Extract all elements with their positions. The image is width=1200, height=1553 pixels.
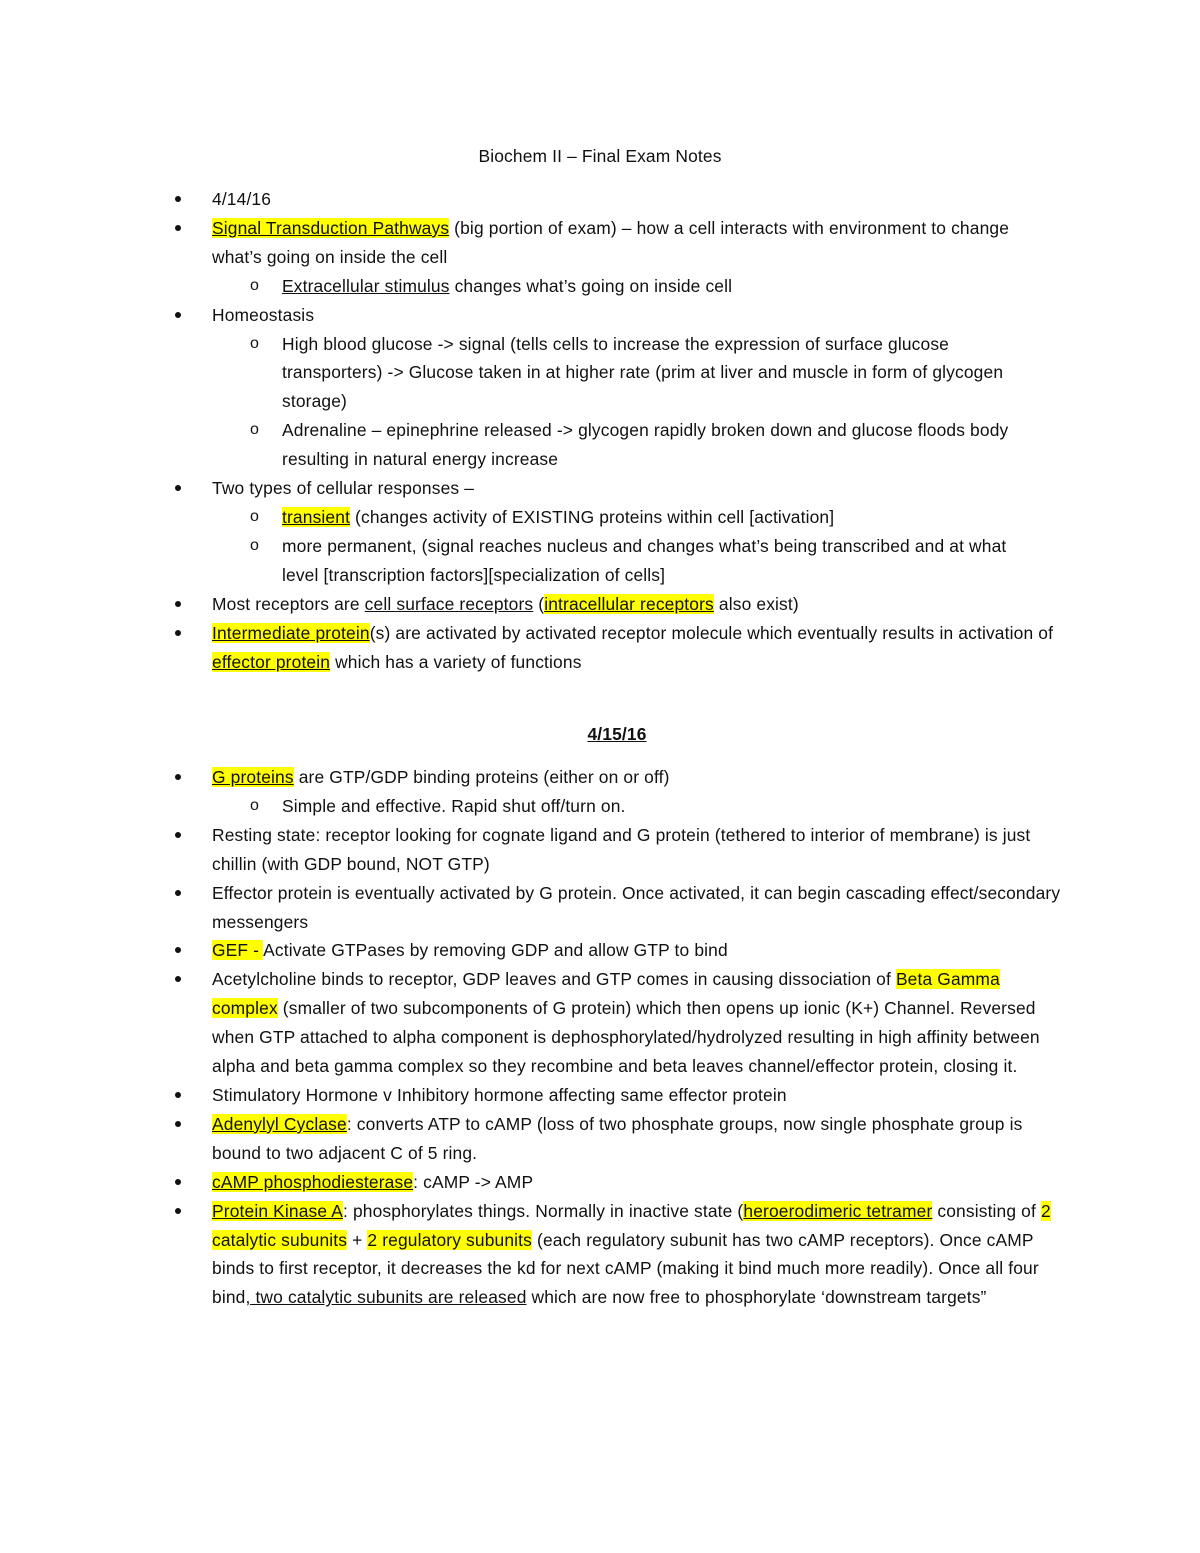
note-text: Most receptors are [212, 593, 365, 614]
highlighted-term: Protein Kinase A [212, 1200, 343, 1221]
underlined-term: Extracellular stimulus [282, 275, 450, 296]
highlighted-term: GEF - [212, 940, 264, 961]
list-item [0, 821, 1062, 879]
note-text: changes what’s going on inside cell [449, 275, 733, 296]
note-text: ( [533, 593, 545, 614]
highlighted-term: Intermediate protein [212, 622, 370, 643]
list-item [0, 936, 1062, 965]
section-date-heading: 4/15/16 [587, 724, 647, 744]
note-text: are GTP/GDP binding proteins (either on or off) [293, 767, 670, 787]
note-text: (smaller of two subcomponents of G protein) which then opens up ionic (K+) Channel. Reversed when GTP attached to alpha component is dephosphorylated/hydrolyzed resulting in high affinity between alpha and beta gamma complex so they recombine and beta leaves channel/effector protein, closing it. [212, 998, 1040, 1077]
highlighted-term: effector protein [212, 651, 331, 672]
list-item [0, 214, 1062, 272]
note-text: Activate GTPases by removing GDP and allow GTP to bind [263, 940, 728, 961]
note-text: (s) are activated by activated receptor molecule which eventually results in activation of [369, 622, 1054, 643]
list-item [0, 590, 1062, 619]
sub-list-item [0, 503, 1042, 532]
list-item [0, 1081, 1062, 1110]
list-item [0, 965, 1062, 1081]
highlighted-term: 2 catalytic subunits [212, 1200, 1051, 1250]
note-text: which has a variety of functions [330, 651, 582, 672]
note-text: : converts ATP to cAMP (loss of two phosphate groups, now single phosphate group is bound to two adjacent C of 5 ring. [212, 1113, 1023, 1163]
list-item [0, 1110, 1062, 1168]
list-item [0, 474, 1062, 503]
underlined-term: cell surface receptors [364, 593, 534, 614]
highlighted-term: Adenylyl Cyclase [212, 1113, 347, 1134]
note-text: Homeostasis [212, 304, 315, 325]
list-item [0, 301, 1062, 330]
notes-list-1 [0, 185, 1200, 676]
list-item [0, 619, 1062, 677]
highlighted-term: transient [282, 506, 351, 527]
note-text: (changes activity of EXISTING proteins within cell [activation] [350, 506, 835, 527]
notes-list-2 [0, 763, 1200, 1312]
date-text: 4/14/16 [212, 189, 272, 209]
note-text: more permanent, (signal reaches nucleus and changes what’s being transcribed and at what level [transcription factors][specialization of cells] [282, 535, 1007, 585]
list-item [0, 763, 1062, 792]
highlighted-term: heroerodimeric tetramer [743, 1200, 933, 1221]
list-item [0, 879, 1062, 937]
sub-list-item [0, 416, 1042, 474]
list-item [0, 1168, 1062, 1197]
list-item [0, 185, 1062, 214]
highlighted-term: G proteins [212, 767, 294, 787]
page-title: Biochem II – Final Exam Notes [478, 146, 722, 166]
note-text: Effector protein is eventually activated by G protein. Once activated, it can begin cascading effect/secondary messengers [212, 882, 1061, 932]
sub-list-item [0, 532, 1042, 590]
note-text: Stimulatory Hormone v Inhibitory hormone affecting same effector protein [212, 1084, 787, 1105]
highlighted-term: Signal Transduction Pathways [212, 217, 450, 238]
highlighted-term: intracellular receptors [544, 593, 714, 614]
note-text: Resting state: receptor looking for cognate ligand and G protein (tethered to interior of membrane) is just chillin (with GDP bound, NOT GTP) [212, 824, 1031, 874]
note-text: consisting of [932, 1200, 1041, 1221]
note-text: which are now free to phosphorylate ‘downstream targets” [526, 1287, 987, 1308]
note-text: (each regulatory subunit has two cAMP receptors). Once cAMP binds to first receptor, it decreases the kd for next cAMP (making it bind much more readily). Once all four bind [212, 1229, 1039, 1308]
note-text: Simple and effective. Rapid shut off/turn on. [282, 795, 626, 816]
note-text: High blood glucose -> signal (tells cells to increase the expression of surface glucose transporters) -> Glucose taken in at higher rate (prim at liver and muscle in form of glycogen storage) [282, 333, 1004, 412]
sub-list-item [0, 330, 1042, 417]
sub-list-item [0, 792, 1042, 821]
highlighted-term: 2 regulatory subunits [367, 1229, 533, 1250]
note-text: : phosphorylates things. Normally in inactive state ( [342, 1200, 744, 1221]
note-text: Two types of cellular responses – [212, 478, 475, 499]
highlighted-term: Beta Gamma complex [212, 969, 1000, 1019]
sub-list-item [0, 272, 1042, 301]
highlighted-term: cAMP phosphodiesterase [212, 1171, 414, 1192]
note-text: also exist) [713, 593, 799, 614]
note-text: + [347, 1229, 368, 1250]
note-text: : cAMP -> AMP [413, 1171, 534, 1192]
underlined-term: , two catalytic subunits are released [245, 1287, 527, 1308]
note-text: Adrenaline – epinephrine released -> glycogen rapidly broken down and glucose floods body resulting in natural energy increase [282, 420, 1009, 470]
note-text: Acetylcholine binds to receptor, GDP leaves and GTP comes in causing dissociation of [212, 969, 896, 990]
note-text: (big portion of exam) – how a cell interacts with environment to change what’s going on inside the cell [212, 217, 1010, 267]
list-item [0, 1197, 1062, 1313]
